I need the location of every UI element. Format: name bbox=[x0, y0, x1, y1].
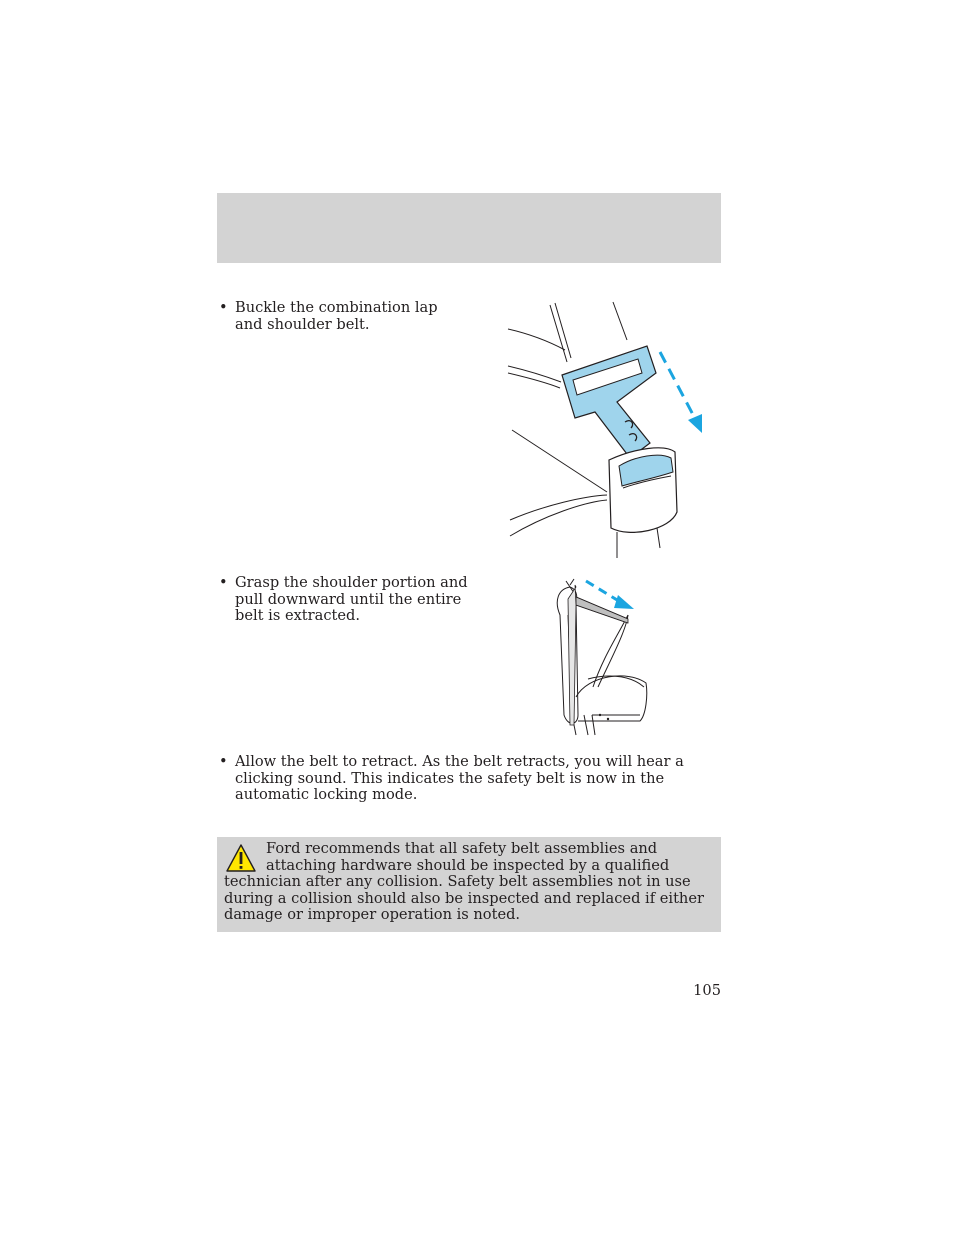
bullet-marker: • bbox=[219, 753, 228, 770]
page-number: 105 bbox=[693, 982, 721, 999]
buckle-illustration bbox=[505, 300, 715, 562]
belt-latch-plate bbox=[562, 346, 656, 458]
header-band bbox=[217, 193, 721, 263]
bullet-text: Buckle the combination lap and shoulder belt. bbox=[235, 299, 438, 333]
seat-belt-extraction-illustration bbox=[548, 575, 658, 743]
warning-text: Ford recommends that all safety belt assemblies and attaching hardware should be inspected by a qualified technician after any collision. Safety belt assemblies not in use during a collision should also be inspected and replaced if either damage or improper operation is noted. bbox=[224, 840, 704, 924]
bullet-marker: • bbox=[219, 574, 228, 591]
bullet-text: Allow the belt to retract. As the belt retracts, you will hear a clicking sound. This indicates the safety belt is now in the automatic locking mode. bbox=[235, 753, 684, 804]
warning-box bbox=[217, 837, 721, 932]
bullet-text: Grasp the shoulder portion and pull downward until the entire belt is extracted. bbox=[235, 574, 468, 625]
bullet-marker: • bbox=[219, 299, 228, 316]
down-arrow-icon bbox=[660, 352, 700, 428]
